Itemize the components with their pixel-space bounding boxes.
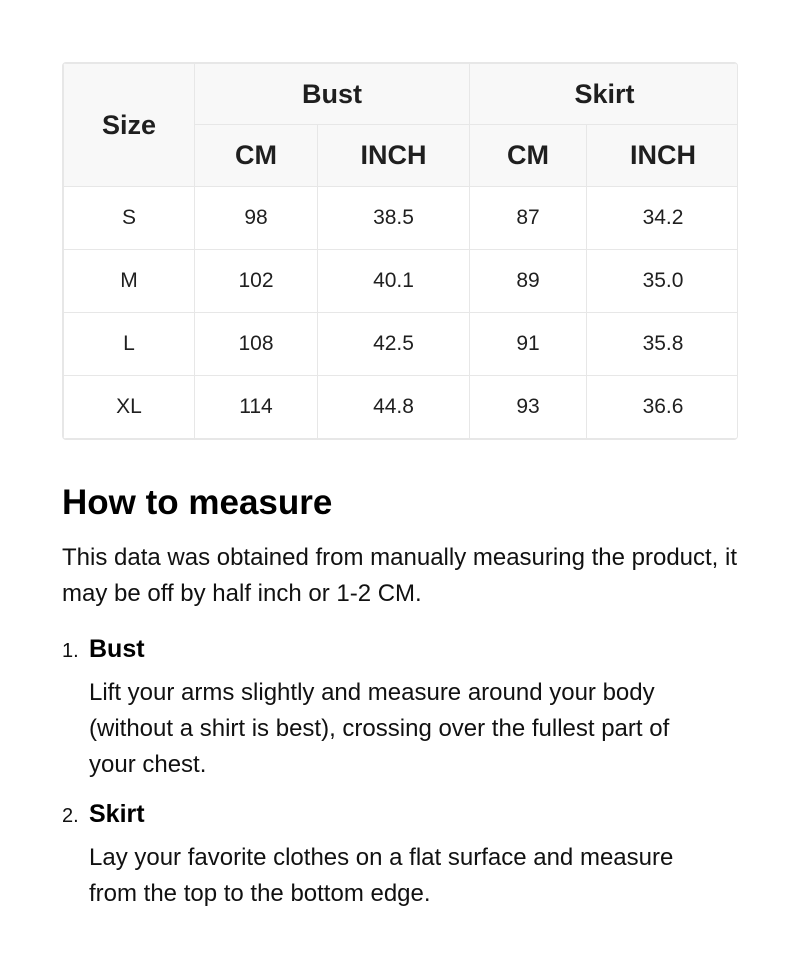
skirt-cm-value: 91 <box>470 313 587 376</box>
step-number: 2. <box>62 805 79 827</box>
skirt-inch-value: 35.8 <box>587 313 739 376</box>
bust-cm-value: 102 <box>195 250 318 313</box>
bust-cm-value: 98 <box>195 187 318 250</box>
measure-step-skirt <box>62 799 738 912</box>
step-term: Bust <box>89 635 145 663</box>
bust-cm-header: CM <box>195 125 318 187</box>
size-label: S <box>64 187 195 250</box>
size-label: L <box>64 313 195 376</box>
table-row-m <box>64 250 739 313</box>
skirt-group-header: Skirt <box>470 64 739 125</box>
bust-cm-value: 114 <box>195 376 318 439</box>
bust-inch-value: 40.1 <box>318 250 470 313</box>
step-description: Lift your arms slightly and measure around your body (without a shirt is best), crossing over the fullest part of your chest. <box>89 679 670 778</box>
size-column-header: Size <box>64 64 195 187</box>
skirt-cm-value: 89 <box>470 250 587 313</box>
measure-step-bust <box>62 634 738 783</box>
skirt-inch-value: 34.2 <box>587 187 739 250</box>
bust-group-header: Bust <box>195 64 470 125</box>
step-number: 1. <box>62 640 79 662</box>
step-heading <box>62 634 738 664</box>
table-row-l <box>64 313 739 376</box>
size-chart-table-container <box>62 62 738 440</box>
step-heading <box>62 799 738 829</box>
table-row-s <box>64 187 739 250</box>
step-description: Lay your favorite clothes on a flat surface and measure from the top to the bottom edge. <box>89 844 674 907</box>
skirt-inch-value: 35.0 <box>587 250 739 313</box>
bust-inch-value: 44.8 <box>318 376 470 439</box>
bust-inch-header: INCH <box>318 125 470 187</box>
skirt-inch-header: INCH <box>587 125 739 187</box>
skirt-cm-value: 93 <box>470 376 587 439</box>
skirt-inch-value: 36.6 <box>587 376 739 439</box>
size-chart-table <box>63 63 738 439</box>
size-label: M <box>64 250 195 313</box>
how-to-measure-title: How to measure <box>62 483 333 522</box>
skirt-cm-value: 87 <box>470 187 587 250</box>
size-label: XL <box>64 376 195 439</box>
skirt-cm-header: CM <box>470 125 587 187</box>
bust-inch-value: 42.5 <box>318 313 470 376</box>
table-row-xl <box>64 376 739 439</box>
bust-inch-value: 38.5 <box>318 187 470 250</box>
measure-intro-text: This data was obtained from manually measuring the product, it may be off by half inch or 1-2 CM. <box>62 544 738 607</box>
measure-steps-list <box>62 634 738 912</box>
step-term: Skirt <box>89 800 145 828</box>
bust-cm-value: 108 <box>195 313 318 376</box>
